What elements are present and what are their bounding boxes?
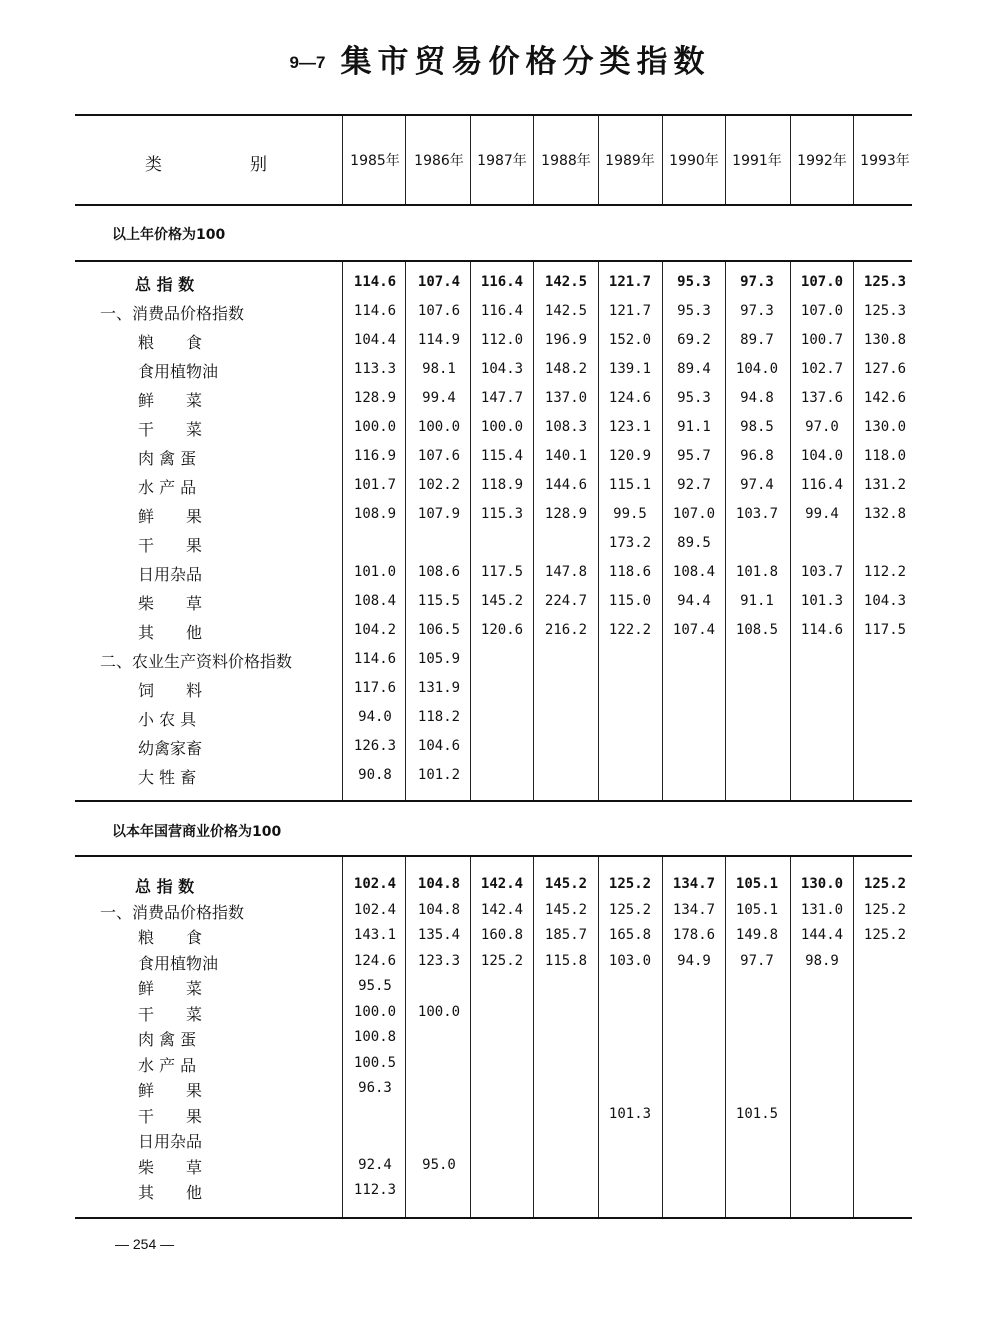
table-cell: 126.3 — [353, 738, 397, 754]
table-cell: 117.6 — [353, 680, 397, 696]
table-cell: 185.7 — [544, 927, 588, 943]
table-cell: 107.0 — [800, 303, 844, 319]
table-cell: 104.8 — [417, 901, 461, 918]
table-cell: 127.6 — [863, 361, 907, 377]
table-cell: 108.3 — [544, 419, 588, 435]
table-cell: 116.4 — [800, 477, 844, 493]
header-category-1: 类 — [145, 155, 162, 175]
row-label: 日用杂品 — [138, 1132, 203, 1151]
table-cell: 152.0 — [608, 332, 652, 348]
table-cell: 97.4 — [740, 477, 774, 493]
row-label: 鲜 果 — [138, 1081, 203, 1100]
table-cell: 114.6 — [353, 274, 397, 290]
table-cell: 107.9 — [417, 506, 461, 522]
row-label: 大 牲 畜 — [138, 768, 197, 787]
table-cell: 224.7 — [544, 593, 588, 609]
table-title: 集市贸易价格分类指数 — [340, 44, 711, 80]
page-title — [0, 36, 1000, 81]
table-cell: 142.6 — [863, 390, 907, 406]
table-cell: 108.4 — [353, 593, 397, 609]
table-cell: 120.9 — [608, 448, 652, 464]
table-cell: 100.0 — [480, 419, 524, 435]
column-divider — [598, 116, 599, 204]
table-cell: 125.3 — [863, 303, 907, 319]
row-label: 一、消费品价格指数 — [100, 304, 245, 323]
column-divider — [405, 116, 406, 204]
section2-title: 以本年国营商业价格为100 — [112, 824, 282, 840]
table-cell: 142.5 — [544, 274, 588, 290]
table-cell: 100.8 — [353, 1029, 397, 1045]
table-cell: 100.0 — [353, 419, 397, 435]
table-cell: 104.0 — [735, 361, 779, 377]
table-cell: 94.4 — [677, 593, 711, 609]
table-cell: 104.2 — [353, 622, 397, 638]
table-cell: 98.5 — [740, 419, 774, 435]
table-cell: 102.4 — [353, 901, 397, 918]
table-cell: 101.8 — [735, 564, 779, 580]
table-cell: 100.0 — [353, 1003, 397, 1020]
table-cell: 128.9 — [353, 390, 397, 406]
table-cell: 134.7 — [672, 901, 716, 918]
table-cell: 101.2 — [417, 767, 461, 783]
table-cell: 124.6 — [608, 390, 652, 406]
table-cell: 90.8 — [358, 767, 392, 783]
table-cell: 196.9 — [544, 332, 588, 348]
table-cell: 97.7 — [740, 952, 774, 969]
table-cell: 160.8 — [480, 927, 524, 943]
table-cell: 115.1 — [608, 477, 652, 493]
row-label: 食用植物油 — [138, 362, 219, 381]
bottom-rule — [75, 1217, 912, 1219]
table-cell: 149.8 — [735, 927, 779, 943]
table-cell: 100.0 — [417, 419, 461, 435]
table-cell: 115.3 — [480, 506, 524, 522]
table-cell: 130.8 — [863, 332, 907, 348]
row-label: 肉 禽 蛋 — [138, 1030, 197, 1049]
year-header: 1993年 — [860, 153, 910, 169]
table-cell: 114.6 — [353, 651, 397, 667]
row-label: 小 农 具 — [138, 710, 197, 729]
row-label: 鲜 菜 — [138, 979, 203, 998]
table-cell: 104.6 — [417, 738, 461, 754]
table-cell: 95.0 — [422, 1156, 456, 1173]
table-cell: 114.6 — [353, 303, 397, 319]
section2-rule — [75, 855, 912, 857]
year-header: 1986年 — [414, 153, 464, 169]
table-cell: 121.7 — [608, 303, 652, 319]
section1-title: 以上年价格为100 — [112, 227, 226, 243]
table-cell: 125.2 — [480, 952, 524, 969]
row-label: 鲜 果 — [138, 507, 203, 526]
table-cell: 131.9 — [417, 680, 461, 696]
row-label: 其 他 — [138, 623, 203, 642]
table-cell: 104.3 — [863, 593, 907, 609]
table-cell: 145.2 — [544, 876, 588, 892]
table-cell: 142.5 — [544, 303, 588, 319]
year-header: 1992年 — [797, 153, 847, 169]
table-cell: 89.5 — [677, 535, 711, 551]
table-cell: 104.8 — [417, 876, 461, 892]
table-cell: 143.1 — [353, 927, 397, 943]
row-label: 柴 草 — [138, 1157, 203, 1177]
table-cell: 137.6 — [800, 390, 844, 406]
table-cell: 108.4 — [672, 564, 716, 580]
table-cell: 144.6 — [544, 477, 588, 493]
table-cell: 117.5 — [480, 564, 524, 580]
table-cell: 102.7 — [800, 361, 844, 377]
header-rule — [75, 204, 912, 206]
top-rule — [75, 114, 912, 116]
row-label: 水 产 品 — [138, 1055, 197, 1075]
table-cell: 125.2 — [608, 901, 652, 918]
table-cell: 94.0 — [358, 709, 392, 725]
table-cell: 101.3 — [608, 1105, 652, 1122]
column-divider — [342, 116, 343, 204]
column-divider — [790, 116, 791, 204]
table-cell: 103.0 — [608, 952, 652, 969]
table-cell: 101.7 — [353, 477, 397, 493]
table-cell: 107.0 — [672, 506, 716, 522]
table-cell: 99.4 — [805, 506, 839, 522]
table-cell: 131.2 — [863, 477, 907, 493]
column-divider — [725, 116, 726, 204]
table-cell: 97.3 — [740, 303, 774, 319]
table-cell: 97.3 — [740, 274, 774, 290]
table-cell: 216.2 — [544, 622, 588, 638]
table-cell: 92.4 — [358, 1156, 392, 1173]
table-cell: 112.2 — [863, 564, 907, 580]
table-cell: 89.7 — [740, 332, 774, 348]
row-label: 粮 食 — [138, 333, 203, 352]
column-divider — [853, 116, 854, 204]
table-cell: 107.0 — [800, 274, 844, 290]
row-label: 干 果 — [138, 536, 203, 555]
table-cell: 96.3 — [358, 1080, 392, 1096]
table-cell: 117.5 — [863, 622, 907, 638]
table-cell: 101.5 — [735, 1105, 779, 1122]
table-cell: 128.9 — [544, 506, 588, 522]
table-cell: 140.1 — [544, 448, 588, 464]
table-cell: 108.5 — [735, 622, 779, 638]
table-cell: 99.5 — [613, 506, 647, 522]
table-cell: 105.9 — [417, 651, 461, 667]
table-cell: 132.8 — [863, 506, 907, 522]
table-cell: 113.3 — [353, 361, 397, 377]
table-cell: 115.5 — [417, 593, 461, 609]
table-cell: 92.7 — [677, 477, 711, 493]
table-cell: 116.4 — [480, 274, 524, 290]
table-cell: 107.6 — [417, 303, 461, 319]
table-cell: 142.4 — [480, 876, 524, 892]
table-cell: 108.9 — [353, 506, 397, 522]
table-cell: 69.2 — [677, 332, 711, 348]
table-cell: 99.4 — [422, 390, 456, 406]
table-cell: 91.1 — [677, 419, 711, 435]
table-cell: 101.0 — [353, 564, 397, 580]
row-label: 饲 料 — [138, 681, 203, 700]
table-cell: 148.2 — [544, 361, 588, 377]
year-header: 1989年 — [605, 153, 655, 169]
table-cell: 107.4 — [417, 274, 461, 290]
row-label: 二、农业生产资料价格指数 — [100, 652, 293, 671]
row-label: 食用植物油 — [138, 953, 219, 973]
table-cell: 107.6 — [417, 448, 461, 464]
table-cell: 120.6 — [480, 622, 524, 638]
table-cell: 125.2 — [608, 876, 652, 892]
table-cell: 114.6 — [800, 622, 844, 638]
table-cell: 107.4 — [672, 622, 716, 638]
table-cell: 103.7 — [735, 506, 779, 522]
table-cell: 115.4 — [480, 448, 524, 464]
table-cell: 94.8 — [740, 390, 774, 406]
year-header: 1985年 — [350, 153, 400, 169]
table-cell: 147.8 — [544, 564, 588, 580]
column-divider — [342, 262, 343, 800]
table-cell: 125.2 — [863, 901, 907, 918]
table-cell: 173.2 — [608, 535, 652, 551]
column-divider — [533, 116, 534, 204]
table-cell: 123.1 — [608, 419, 652, 435]
table-cell: 95.5 — [358, 978, 392, 994]
table-cell: 105.1 — [735, 876, 779, 892]
table-cell: 100.7 — [800, 332, 844, 348]
table-cell: 103.7 — [800, 564, 844, 580]
table-cell: 130.0 — [800, 876, 844, 892]
table-cell: 96.8 — [740, 448, 774, 464]
table-cell: 115.0 — [608, 593, 652, 609]
table-cell: 104.0 — [800, 448, 844, 464]
row-label: 幼禽家畜 — [138, 739, 203, 758]
table-cell: 104.4 — [353, 332, 397, 348]
table-cell: 142.4 — [480, 901, 524, 918]
year-header: 1987年 — [477, 153, 527, 169]
table-cell: 102.4 — [353, 876, 397, 892]
table-cell: 144.4 — [800, 927, 844, 943]
table-cell: 105.1 — [735, 901, 779, 918]
table-cell: 178.6 — [672, 927, 716, 943]
row-label: 其 他 — [138, 1183, 203, 1202]
row-label: 鲜 菜 — [138, 391, 203, 410]
table-cell: 102.2 — [417, 477, 461, 493]
table-cell: 115.8 — [544, 952, 588, 969]
table-cell: 145.2 — [480, 593, 524, 609]
page-number: — 254 — — [115, 1236, 175, 1252]
table-cell: 106.5 — [417, 622, 461, 638]
table-cell: 112.0 — [480, 332, 524, 348]
table-cell: 121.7 — [608, 274, 652, 290]
table-cell: 89.4 — [677, 361, 711, 377]
table-cell: 100.5 — [353, 1054, 397, 1071]
table-cell: 98.9 — [805, 952, 839, 969]
table-cell: 118.6 — [608, 564, 652, 580]
column-divider — [662, 116, 663, 204]
table-cell: 130.0 — [863, 419, 907, 435]
table-cell: 135.4 — [417, 927, 461, 943]
table-cell: 95.7 — [677, 448, 711, 464]
table-cell: 104.3 — [480, 361, 524, 377]
table-cell: 101.3 — [800, 593, 844, 609]
row-label: 柴 草 — [138, 594, 203, 613]
table-cell: 147.7 — [480, 390, 524, 406]
table-cell: 94.9 — [677, 952, 711, 969]
row-label: 总 指 数 — [135, 275, 195, 294]
table-cell: 145.2 — [544, 901, 588, 918]
column-divider — [533, 857, 534, 1217]
row-label: 总 指 数 — [135, 877, 195, 896]
row-label: 粮 食 — [138, 928, 203, 947]
year-header: 1988年 — [541, 153, 591, 169]
table-cell: 112.3 — [353, 1182, 397, 1198]
table-cell: 125.2 — [863, 876, 907, 892]
row-label: 肉 禽 蛋 — [138, 449, 197, 468]
table-cell: 134.7 — [672, 876, 716, 892]
section-separator-rule — [75, 800, 912, 802]
table-cell: 98.1 — [422, 361, 456, 377]
table-cell: 123.3 — [417, 952, 461, 969]
row-label: 水 产 品 — [138, 478, 197, 497]
table-cell: 95.3 — [677, 274, 711, 290]
table-cell: 116.9 — [353, 448, 397, 464]
row-label: 干 菜 — [138, 1004, 203, 1024]
table-cell: 125.2 — [863, 927, 907, 943]
table-cell: 165.8 — [608, 927, 652, 943]
table-cell: 124.6 — [353, 952, 397, 969]
table-cell: 118.2 — [417, 709, 461, 725]
column-divider — [342, 857, 343, 1217]
year-header: 1990年 — [669, 153, 719, 169]
table-cell: 125.3 — [863, 274, 907, 290]
table-cell: 114.9 — [417, 332, 461, 348]
table-cell: 108.6 — [417, 564, 461, 580]
column-divider — [533, 262, 534, 800]
row-label: 一、消费品价格指数 — [100, 902, 245, 922]
year-header: 1991年 — [732, 153, 782, 169]
table-cell: 91.1 — [740, 593, 774, 609]
row-label: 日用杂品 — [138, 565, 203, 584]
table-cell: 139.1 — [608, 361, 652, 377]
table-cell: 137.0 — [544, 390, 588, 406]
column-divider — [470, 116, 471, 204]
table-cell: 118.9 — [480, 477, 524, 493]
table-cell: 122.2 — [608, 622, 652, 638]
table-cell: 95.3 — [677, 390, 711, 406]
row-label: 干 菜 — [138, 420, 203, 439]
table-cell: 97.0 — [805, 419, 839, 435]
row-label: 干 果 — [138, 1106, 203, 1126]
header-category-2: 别 — [250, 155, 267, 175]
table-number: 9—7 — [289, 53, 326, 72]
table-cell: 118.0 — [863, 448, 907, 464]
table-cell: 95.3 — [677, 303, 711, 319]
table-cell: 100.0 — [417, 1003, 461, 1020]
table-cell: 131.0 — [800, 901, 844, 918]
table-cell: 116.4 — [480, 303, 524, 319]
section1-rule — [75, 260, 912, 262]
